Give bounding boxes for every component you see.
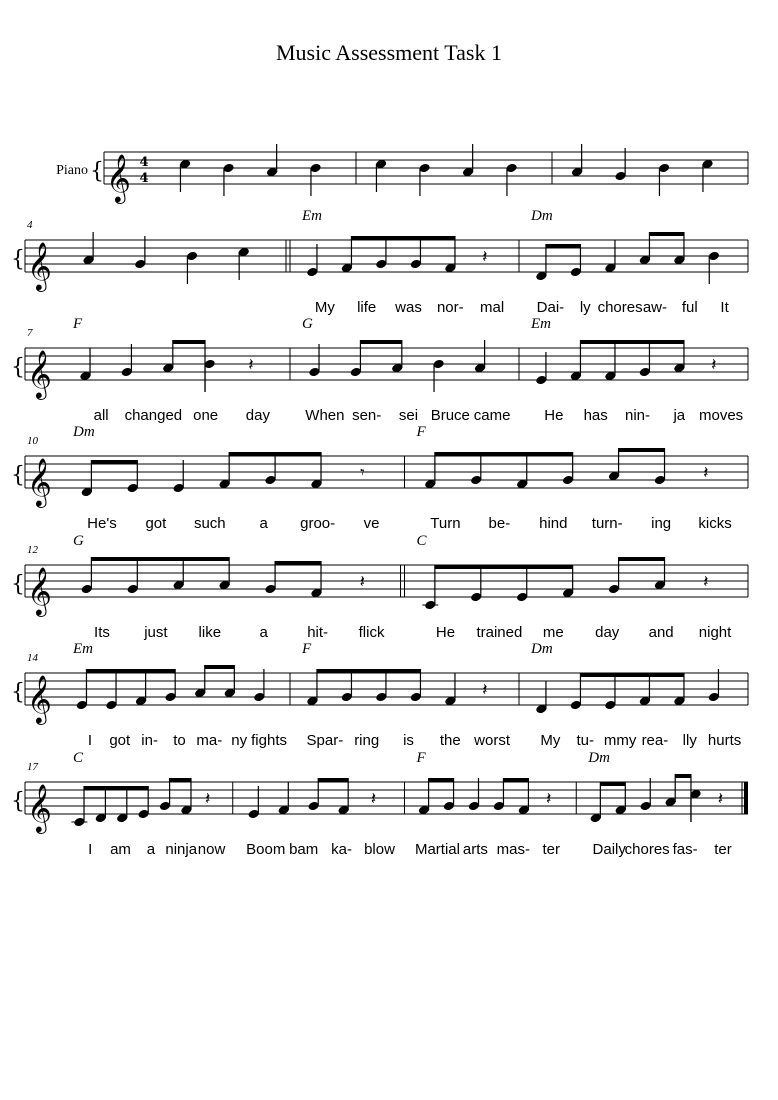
lyric-syllable: night: [698, 624, 732, 641]
lyric-syllable: groo-: [300, 515, 336, 532]
lyric-syllable: ny: [231, 732, 248, 749]
lyric-syllable: a: [146, 841, 156, 858]
chord-symbol: F: [302, 641, 312, 657]
treble-clef-icon: 𝄞: [106, 153, 131, 202]
lyric-syllable: one: [193, 407, 219, 424]
lyric-syllable: turn-: [591, 515, 623, 532]
beam: [317, 669, 421, 673]
beam: [580, 673, 684, 677]
beam: [619, 557, 665, 561]
lyric-syllable: flick: [358, 624, 385, 641]
chord-symbol: Dm: [531, 208, 553, 224]
beam: [649, 232, 684, 236]
lyric-syllable: life: [357, 299, 377, 316]
lyric-syllable: day: [245, 407, 270, 424]
lyric-syllable: a: [259, 624, 268, 641]
lyric-syllable: Boom: [246, 841, 286, 858]
lyric-syllable: ve: [363, 515, 380, 532]
quarter-rest: 𝄽: [703, 572, 709, 592]
lyric-syllable: like: [198, 624, 222, 641]
beam: [429, 778, 454, 782]
measure: [301, 208, 519, 316]
beam: [205, 665, 235, 669]
lyric-syllable: am: [110, 841, 131, 858]
beam: [503, 778, 528, 782]
measure: [417, 533, 749, 641]
lyric-syllable: ter: [714, 841, 732, 858]
quarter-rest: 𝄽: [703, 463, 709, 483]
lyric-syllable: lly: [682, 732, 697, 749]
brace-symbol: {: [11, 355, 25, 380]
measure-number: 4: [27, 219, 33, 231]
quarter-rest: 𝄽: [482, 247, 488, 267]
brace-symbol: {: [11, 247, 25, 272]
measure: [530, 641, 748, 749]
staff-system: [56, 144, 748, 204]
lyric-syllable: ja: [673, 407, 686, 424]
measure-number: 7: [27, 327, 33, 339]
brace-symbol: {: [11, 572, 25, 597]
beam: [91, 557, 229, 561]
lyric-syllable: ka-: [331, 841, 353, 858]
chord-symbol: C: [416, 533, 427, 549]
beam: [600, 782, 625, 786]
treble-clef-icon: 𝄞: [27, 783, 52, 832]
chord-symbol: F: [73, 316, 83, 332]
treble-clef-icon: 𝄞: [27, 241, 52, 290]
lyric-syllable: got: [109, 732, 131, 749]
lyric-syllable: trained: [476, 624, 523, 641]
lyric-syllable: ter: [542, 841, 561, 858]
chord-symbol: F: [416, 424, 426, 440]
lyric-syllable: in-: [141, 732, 158, 749]
lyric-syllable: sei: [398, 407, 419, 424]
instrument-label: Piano: [56, 163, 88, 178]
measure: [72, 641, 290, 749]
treble-clef-icon: 𝄞: [27, 566, 52, 615]
staff-system: [11, 316, 748, 424]
lyric-syllable: chores: [597, 299, 643, 316]
lyric-syllable: moves: [699, 407, 744, 424]
treble-clef-icon: 𝄞: [27, 674, 52, 723]
beam: [360, 340, 401, 344]
measure: [71, 750, 232, 858]
brace-symbol: {: [11, 680, 25, 705]
lyric-syllable: mas-: [496, 841, 531, 858]
quarter-rest: 𝄽: [370, 789, 377, 809]
lyric-syllable: It: [720, 299, 729, 316]
staff-system: [11, 750, 748, 858]
measure: [301, 641, 519, 749]
chord-symbol: Dm: [588, 750, 610, 766]
brace-symbol: {: [90, 159, 104, 184]
staff-system: [11, 424, 748, 532]
quarter-rest: 𝄽: [711, 355, 717, 375]
lyric-syllable: ful: [681, 299, 698, 316]
beam: [173, 340, 205, 344]
measure: [587, 750, 746, 858]
lyric-syllable: be-: [488, 515, 511, 532]
measure-number: 14: [27, 652, 38, 664]
lyric-syllable: ly: [579, 299, 591, 316]
lyric-syllable: changed: [124, 407, 183, 424]
lyric-syllable: came: [473, 407, 511, 424]
brace-symbol: {: [11, 463, 25, 488]
chord-symbol: Dm: [531, 641, 553, 657]
treble-clef-icon: 𝄞: [27, 349, 52, 398]
lyric-syllable: fas-: [672, 841, 698, 858]
measure-number: 10: [27, 435, 38, 447]
lyric-syllable: now: [197, 841, 226, 858]
chord-symbol: Em: [302, 208, 322, 224]
measure: [72, 424, 405, 532]
lyric-syllable: the: [439, 732, 461, 749]
chord-symbol: Em: [531, 316, 551, 332]
measure: [73, 533, 405, 641]
staff-system: [11, 641, 748, 749]
brace-symbol: {: [11, 789, 25, 814]
beam: [435, 565, 573, 569]
time-signature-bottom: 4: [139, 171, 149, 186]
lyric-syllable: Turn: [430, 515, 461, 532]
lyric-syllable: hind: [539, 515, 568, 532]
chord-symbol: C: [73, 750, 84, 766]
lyric-syllable: nor-: [436, 299, 464, 316]
beam: [435, 452, 573, 456]
measure: [72, 316, 290, 424]
lyric-syllable: arts: [462, 841, 488, 858]
lyric-syllable: tu-: [576, 732, 595, 749]
chord-symbol: G: [73, 533, 84, 549]
measure: [302, 316, 519, 424]
eighth-rest: 𝄾: [360, 463, 365, 483]
staff-system: [11, 533, 748, 641]
lyric-syllable: rea-: [641, 732, 669, 749]
lyric-syllable: and: [648, 624, 674, 641]
lyric-syllable: fights: [251, 732, 288, 749]
measure-number: 12: [27, 544, 38, 556]
lyric-syllable: hit-: [307, 624, 329, 641]
beam: [351, 236, 455, 240]
page-title: Music Assessment Task 1: [275, 40, 503, 65]
quarter-rest: 𝄽: [359, 572, 365, 592]
beam: [91, 460, 137, 464]
beam: [86, 669, 175, 673]
lyric-syllable: day: [595, 624, 620, 641]
lyric-syllable: mal: [480, 299, 505, 316]
lyric-syllable: hurts: [707, 732, 742, 749]
lyric-syllable: He's: [87, 515, 117, 532]
lyric-syllable: Martial: [414, 841, 460, 858]
chord-symbol: G: [302, 316, 313, 332]
lyric-syllable: I: [88, 841, 93, 858]
lyric-syllable: me: [542, 624, 564, 641]
lyric-syllable: blow: [364, 841, 395, 858]
lyric-syllable: ma-: [196, 732, 223, 749]
lyric-syllable: worst: [474, 732, 511, 749]
measure: [416, 424, 749, 532]
beam: [546, 244, 581, 248]
chord-symbol: Dm: [73, 424, 95, 440]
lyric-syllable: aw-: [642, 299, 668, 316]
quarter-rest: 𝄽: [482, 680, 488, 700]
quarter-rest: 𝄽: [717, 789, 724, 809]
lyric-syllable: Spar-: [306, 732, 344, 749]
time-signature-top: 4: [139, 155, 149, 170]
lyric-syllable: Dai-: [536, 299, 565, 316]
lyric-syllable: sen-: [352, 407, 382, 424]
chord-symbol: Em: [73, 641, 93, 657]
lyric-syllable: a: [259, 515, 268, 532]
lyric-syllable: has: [583, 407, 608, 424]
lyric-syllable: kicks: [698, 515, 732, 532]
lyric-syllable: got: [145, 515, 167, 532]
lyric-syllable: bam: [289, 841, 319, 858]
lyric-syllable: Bruce: [430, 407, 470, 424]
lyric-syllable: I: [87, 732, 93, 749]
measure: [530, 316, 748, 424]
measure: [415, 750, 576, 858]
lyric-syllable: nin-: [624, 407, 651, 424]
lyric-syllable: all: [93, 407, 109, 424]
chord-symbol: F: [416, 750, 426, 766]
measure-number: 17: [27, 761, 38, 773]
beam: [580, 340, 684, 344]
measure: [530, 208, 748, 316]
beam: [229, 452, 321, 456]
beam: [318, 778, 348, 782]
beam: [170, 778, 191, 782]
staff-system: [11, 208, 748, 316]
lyric-syllable: He: [544, 407, 564, 424]
lyric-syllable: to: [173, 732, 186, 749]
score-systems: [11, 144, 748, 858]
lyric-syllable: ninja: [165, 841, 198, 858]
beam: [675, 774, 691, 778]
quarter-rest: 𝄽: [205, 789, 211, 809]
lyric-syllable: just: [144, 624, 168, 641]
lyric-syllable: When: [305, 407, 345, 424]
lyric-syllable: such: [193, 515, 226, 532]
lyric-syllable: My: [314, 299, 335, 316]
quarter-rest: 𝄽: [248, 355, 254, 375]
beam: [619, 448, 665, 452]
lyric-syllable: chores: [624, 841, 670, 858]
treble-clef-icon: 𝄞: [27, 457, 52, 506]
lyric-syllable: He: [435, 624, 456, 641]
lyric-syllable: was: [395, 299, 422, 316]
quarter-rest: 𝄽: [546, 789, 552, 809]
lyric-syllable: Daily: [592, 841, 626, 858]
beam: [84, 786, 148, 790]
lyric-syllable: ing: [651, 515, 672, 532]
lyric-syllable: is: [403, 732, 414, 749]
lyric-syllable: My: [540, 732, 561, 749]
lyric-syllable: mmy: [603, 732, 637, 749]
beam: [275, 561, 321, 565]
lyric-syllable: Its: [94, 624, 110, 641]
lyric-syllable: ring: [354, 732, 380, 749]
